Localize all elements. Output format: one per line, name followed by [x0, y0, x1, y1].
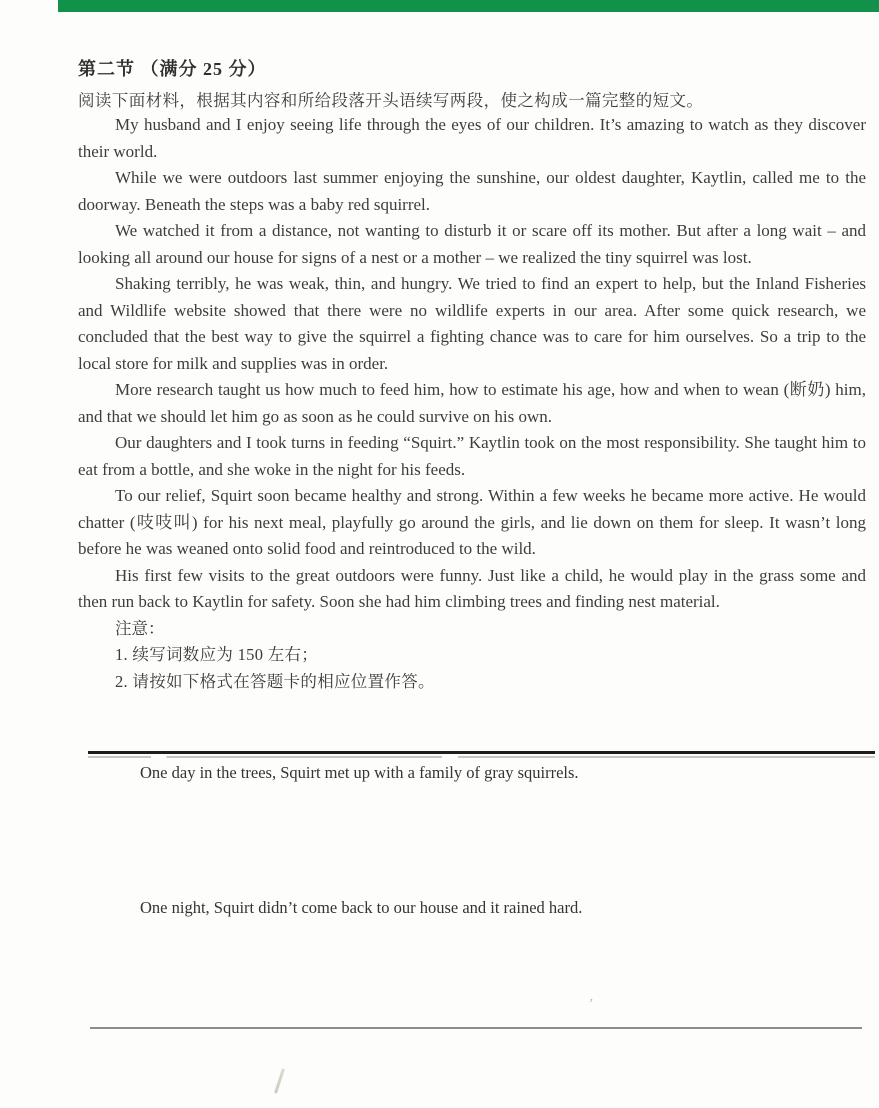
answer-format-divider	[88, 751, 875, 754]
story-paragraph: We watched it from a distance, not wanting to disturb it or scare off its mother. But after a long wait – and looking all around our house for signs of a nest or a mother – we realized the tiny squirrel was lost.	[78, 221, 866, 267]
section-title: 第二节 （满分 25 分）	[78, 59, 267, 79]
story-paragraph: Shaking terribly, he was weak, thin, and hungry. We tried to find an expert to help, but the Inland Fisheries and Wildlife website showed that there were no wildlife experts in our area. After some quick research, we concluded that the best way to give the squirrel a fighting chance was to care for him ourselves. So a trip to the local store for milk and supplies was in order.	[78, 274, 866, 373]
story-paragraph: More research taught us how much to feed him, how to estimate his age, how and when to wean (断奶) him, and that we should let him go as soon as he could survive on his own.	[78, 380, 866, 426]
note-item-2: 2. 请按如下格式在答题卡的相应位置作答。	[115, 671, 435, 691]
story-paragraph: While we were outdoors last summer enjoying the sunshine, our oldest daughter, Kaytlin, called me to the doorway. Beneath the steps was a baby red squirrel.	[78, 168, 866, 214]
scan-artifact-slash	[274, 1068, 285, 1094]
note-item-1: 1. 续写词数应为 150 左右；	[115, 645, 319, 664]
page-bottom-rule	[90, 1027, 862, 1029]
scan-artifact-tick: ’	[586, 996, 595, 1013]
continuation-prompt-1: One day in the trees, Squirt met up with a family of gray squirrels.	[140, 763, 579, 782]
continuation-prompt-2: One night, Squirt didn’t come back to our house and it rained hard.	[140, 898, 583, 917]
notes-label: 注意：	[115, 618, 165, 638]
story-paragraph: To our relief, Squirt soon became healthy and strong. Within a few weeks he became more active. He would chatter (吱吱叫) for his next meal, playfully go around the girls, and lie down on them for sleep. It wasn’t long before he was weaned onto solid food and reintroduced to the wild.	[78, 486, 866, 558]
story-paragraph: My husband and I enjoy seeing life through the eyes of our children. It’s amazing to watch as they discover their world.	[78, 115, 866, 161]
header-accent-bar	[58, 0, 879, 12]
task-instruction: 阅读下面材料，根据其内容和所给段落开头语续写两段，使之构成一篇完整的短文。	[78, 91, 704, 110]
story-paragraph: His first few visits to the great outdoors were funny. Just like a child, he would play in the grass some and then run back to Kaytlin for safety. Soon she had him climbing trees and finding nest material.	[78, 565, 866, 611]
story-text	[78, 112, 866, 695]
story-paragraph: Our daughters and I took turns in feeding “Squirt.” Kaytlin took on the most responsibility. She taught him to eat from a bottle, and she woke in the night for his feeds.	[78, 433, 866, 479]
